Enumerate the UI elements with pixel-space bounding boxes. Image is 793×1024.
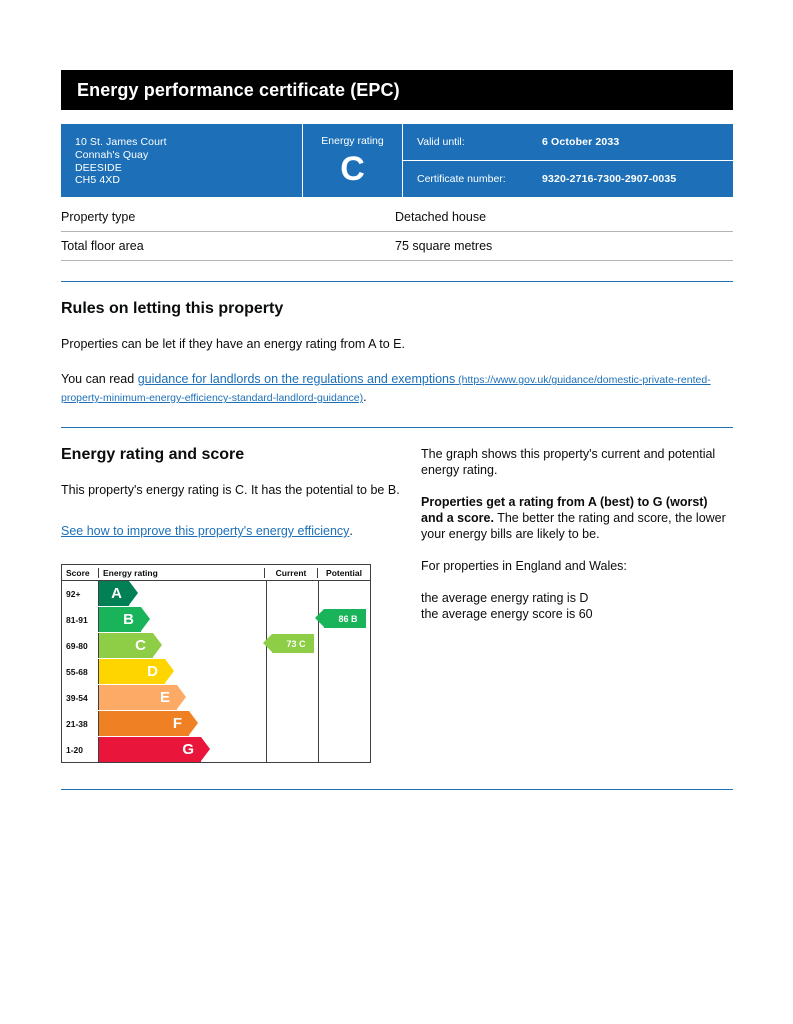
band-score-range: 69-80 [62,633,98,658]
band-bar-wrapper [98,711,266,736]
rules-heading: Rules on letting this property [61,300,284,318]
chart-potential-column [318,581,370,762]
band-score-range: 21-38 [62,711,98,736]
property-type-label: Property type [61,210,136,225]
rating-explanation-rest: The better the rating and score, the lower your energy bills are likely to be. [421,511,726,542]
chart-band-f [62,711,266,737]
energy-rating-badge [303,124,403,197]
chart-band-g [62,737,266,762]
chart-col-score: Score [66,567,90,578]
address-line-3: DEESIDE [75,161,122,174]
band-bar: B [99,607,141,632]
band-bar-arrow [153,633,162,657]
chart-band-a [62,581,266,607]
potential-rating-marker-label: 86 B [338,613,358,624]
guidance-paragraph [61,371,733,407]
band-bar-wrapper [98,685,266,710]
improve-link-suffix: . [349,524,353,539]
potential-rating-marker [324,609,366,628]
band-bar-arrow [165,659,174,683]
band-bar: E [99,685,177,710]
page-title-bar [61,70,733,110]
region-intro: For properties in England and Wales: [421,559,627,574]
chart-body [62,581,370,762]
band-bar: D [99,659,165,684]
band-bar-arrow [201,737,210,761]
guidance-suffix: . [363,390,367,405]
improve-efficiency-link[interactable]: See how to improve this property's energy efficiency [61,524,350,539]
chart-band-d [62,659,266,685]
address-line-1: 10 St. James Court [75,136,167,148]
chart-band-b [62,607,266,633]
average-rating-line: the average energy rating is D [421,591,589,606]
band-bar-arrow [141,607,150,631]
band-score-range: 92+ [62,581,98,606]
band-score-range: 81-91 [62,607,98,632]
valid-until-value: 6 October 2033 [542,136,620,149]
graph-description: The graph shows this property's current and potential energy rating. [421,447,716,478]
chart-col-current: Current [264,568,317,578]
average-score-line: the average energy score is 60 [421,607,593,622]
chart-band-e [62,685,266,711]
band-bar-wrapper [98,633,266,658]
band-bar: G [99,737,201,762]
certificate-number-value: 9320-2716-7300-2907-0035 [542,173,677,186]
epc-document [61,70,733,790]
rating-paragraph: This property's energy rating is C. It has the potential to be B. [61,483,400,498]
address-line-2: Connah's Quay [75,148,149,161]
chart-bands [62,581,266,762]
chart-col-rating: Energy rating [98,568,264,578]
band-score-range: 1-20 [62,737,98,762]
certificate-number-row [403,161,733,197]
energy-rating-label: Energy rating [321,135,384,147]
address-line-4: CH5 4XD [75,174,121,187]
rating-explanation-bold: Properties get a rating from A (best) to G (worst) and a score. [421,495,708,526]
certificate-number-label: Certificate number: [417,173,506,186]
band-bar-wrapper [98,737,266,762]
rating-heading: Energy rating and score [61,446,245,464]
floor-area-label: Total floor area [61,239,144,254]
section-divider [61,281,733,282]
table-row [61,232,733,261]
band-bar: A [99,581,129,606]
band-bar-arrow [177,685,186,709]
energy-rating-chart [61,564,371,763]
page-title: Energy performance certificate (EPC) [77,79,400,100]
energy-rating-section [61,428,733,763]
section-divider-3 [61,789,733,790]
property-details-table [61,203,733,261]
chart-band-c [62,633,266,659]
guidance-prefix: You can read [61,372,138,387]
valid-until-row [403,124,733,161]
band-bar-wrapper [98,581,266,606]
chart-marker-columns [266,581,370,762]
table-row [61,203,733,232]
rating-left-column [61,428,421,763]
current-rating-marker-label: 73 C [286,638,306,649]
band-bar: C [99,633,153,658]
summary-panel [61,124,733,197]
certificate-meta [403,124,733,197]
floor-area-value: 75 square metres [395,239,493,254]
rating-explanation [421,494,733,542]
region-averages [421,590,733,622]
band-score-range: 39-54 [62,685,98,710]
landlord-guidance-link[interactable]: guidance for landlords on the regulations and exemptions [137,372,456,387]
energy-rating-letter: C [340,150,365,188]
property-type-value: Detached house [395,210,487,225]
rating-right-column [421,428,733,763]
chart-header-row [62,565,370,581]
chart-current-column [266,581,318,762]
valid-until-label: Valid until: [417,136,465,149]
property-address [61,124,303,197]
band-score-range: 55-68 [62,659,98,684]
band-bar: F [99,711,189,736]
landlord-guidance-url: (https://www.gov.uk/guidance/domestic-private-rented-property-minimum-energy-efficiency-standard-landlord-guidance) [61,374,711,405]
rules-paragraph: Properties can be let if they have an energy rating from A to E. [61,337,405,352]
band-bar-arrow [129,581,138,605]
band-bar-wrapper [98,659,266,684]
chart-col-potential: Potential [317,568,370,578]
band-bar-arrow [189,711,198,735]
band-bar-wrapper [98,607,266,632]
current-rating-marker [272,634,314,653]
